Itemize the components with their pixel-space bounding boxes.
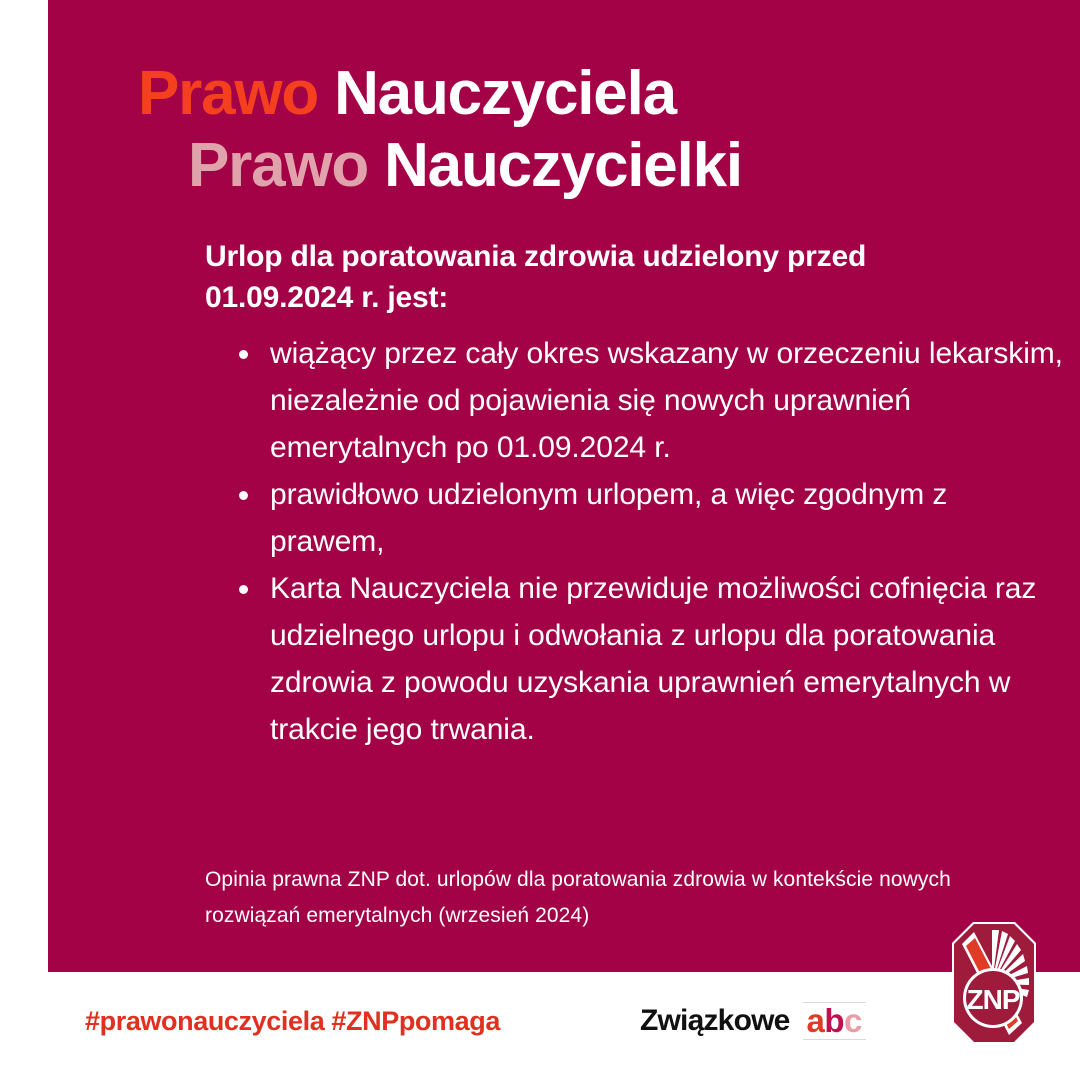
zwiazkowe-wordmark: Związkowe — [640, 1004, 790, 1037]
znp-logo-text: ZNP — [966, 984, 1020, 1015]
headline-line-1 — [134, 58, 1014, 130]
headline-accent-prawo-2: Prawo — [188, 131, 369, 200]
znp-logo-icon — [952, 922, 1036, 1044]
list-item-text: prawidłowo udzielonym urlopem, a więc zgodnym z prawem, — [270, 478, 948, 558]
headline-word-nauczycielki: Nauczycielki — [384, 131, 742, 200]
headline-accent-prawo-1: Prawo — [138, 59, 319, 128]
list-item-text: Karta Nauczyciela nie przewiduje możliwości cofnięcia raz udzielnego urlopu i odwołania z urlopu dla poratowania zdrowia z powodu uzyskania uprawnień emerytalnych w trakcie jego trwania. — [270, 572, 1037, 746]
list-item — [236, 565, 1066, 753]
bullet-list — [236, 330, 1066, 753]
page-title — [134, 58, 1014, 202]
hashtags-text: #prawonauczyciela #ZNPpomaga — [85, 1006, 500, 1036]
abc-letter-c: c — [844, 1002, 862, 1039]
bullet-dot-icon — [239, 491, 248, 500]
headline-word-nauczyciela: Nauczyciela — [334, 59, 676, 128]
footer-bar — [0, 972, 1080, 1080]
bullet-dot-icon — [239, 585, 248, 594]
bullet-dot-icon — [239, 350, 248, 359]
content-panel — [48, 0, 1080, 972]
zwiazkowe-abc-logo — [640, 1002, 866, 1040]
list-item-text: wiążący przez cały okres wskazany w orzeczeniu lekarskim, niezależnie od pojawienia się nowych uprawnień emerytalnych po 01.09.2024 r. — [270, 337, 1063, 464]
abc-letter-b: b — [824, 1002, 845, 1039]
list-item — [236, 330, 1066, 471]
list-item — [236, 471, 1066, 565]
headline-line-2 — [134, 130, 1014, 202]
abc-letter-a: a — [806, 1002, 825, 1039]
source-note: Opinia prawna ZNP dot. urlopów dla poratowania zdrowia w kontekście nowych rozwiązań emerytalnych (wrzesień 2024) — [205, 868, 951, 927]
abc-mark — [803, 1002, 866, 1040]
lead-paragraph: Urlop dla poratowania zdrowia udzielony przed 01.09.2024 r. jest: — [205, 240, 867, 314]
